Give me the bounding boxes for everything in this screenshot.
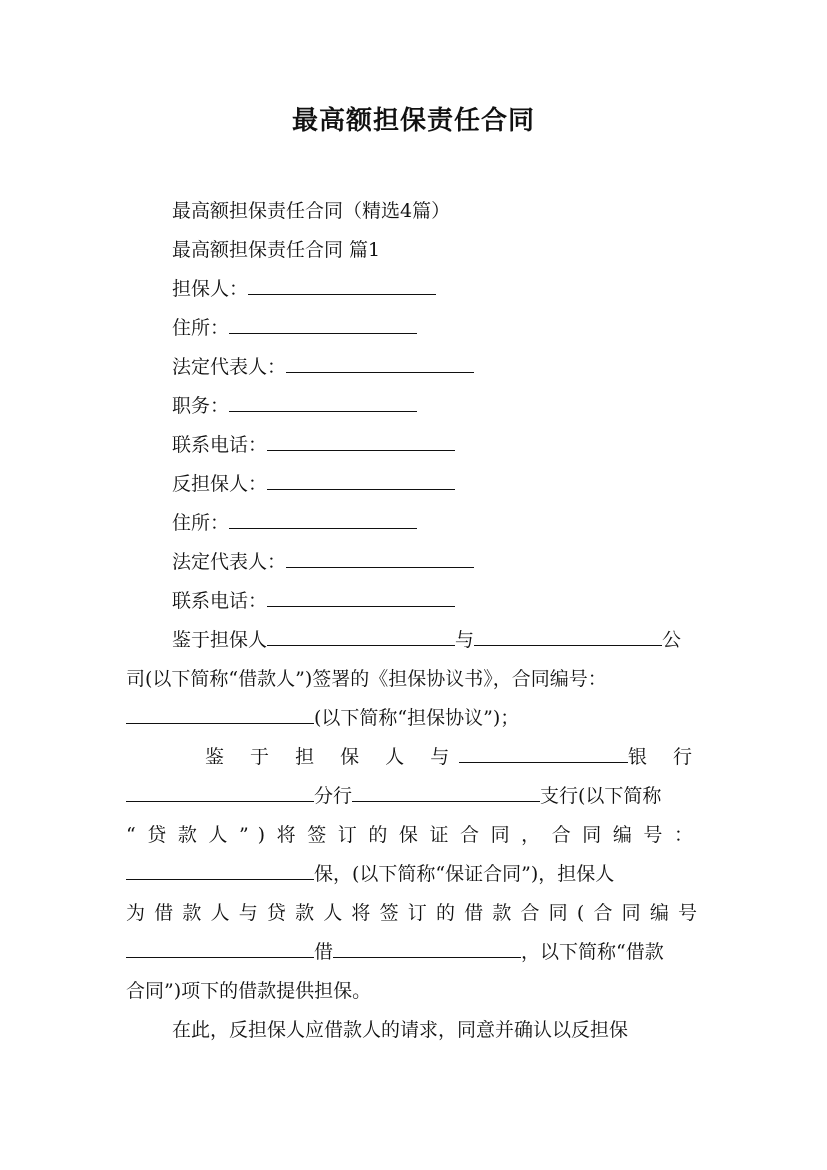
field-label: 职务： <box>172 395 230 417</box>
fill-blank <box>126 783 314 802</box>
text-run: 鉴于担保人 <box>172 629 268 651</box>
fill-blank <box>286 354 474 373</box>
paragraph-1-line-2: 司(以下简称“借款人”)签署的《担保协议书》，合同编号： <box>126 668 607 690</box>
text-run: 公 <box>662 629 682 651</box>
field-label: 法定代表人： <box>172 356 287 378</box>
field-label: 反担保人： <box>172 473 268 495</box>
text-run: 保，(以下简称“保证合同”)，担保人 <box>314 863 615 885</box>
fill-blank <box>229 315 417 334</box>
field-label: 联系电话： <box>172 434 268 456</box>
text-run: 分行 <box>314 785 353 807</box>
guarantor-field <box>172 276 436 302</box>
paragraph-2-line-4 <box>126 861 702 887</box>
section-heading: 最高额担保责任合同 篇1 <box>172 239 381 261</box>
counter-guarantor-field <box>172 471 455 497</box>
paragraph-1-line-1 <box>172 627 681 653</box>
legal-rep-field <box>172 354 474 380</box>
fill-blank <box>286 549 474 568</box>
fill-blank <box>352 783 540 802</box>
fill-blank <box>229 510 417 529</box>
phone-field-2 <box>172 588 455 614</box>
text-run: 与 <box>455 629 475 651</box>
fill-blank <box>126 939 314 958</box>
fill-blank <box>267 471 455 490</box>
paragraph-2-line-2 <box>126 783 702 809</box>
fill-blank <box>267 432 455 451</box>
document-title: 最高额担保责任合同 <box>291 106 535 136</box>
paragraph-2-line-6 <box>126 939 702 965</box>
address-field <box>172 315 417 341</box>
field-label: 担保人： <box>172 278 249 300</box>
text-run: (以下简称“担保协议”)； <box>314 707 520 729</box>
paragraph-2-line-5: 为借款人与贷款人将签订的借款合同(合同编号 <box>126 902 702 924</box>
paragraph-2-line-3: “贷款人”)将签订的保证合同，合同编号： <box>126 824 702 846</box>
paragraph-2-line-1 <box>205 744 702 770</box>
paragraph-3-line-1: 在此，反担保人应借款人的请求，同意并确认以反担保 <box>172 1019 629 1041</box>
fill-blank <box>267 588 455 607</box>
text-run: 鉴 于 担 保 人 与 <box>205 746 460 768</box>
text-run: 支行(以下简称 <box>540 785 662 807</box>
fill-blank <box>229 393 417 412</box>
field-label: 法定代表人： <box>172 551 287 573</box>
fill-blank <box>267 627 455 646</box>
legal-rep-field-2 <box>172 549 474 575</box>
paragraph-1-line-3 <box>126 705 702 731</box>
paragraph-2-line-7: 合同”)项下的借款提供担保。 <box>126 980 372 1002</box>
field-label: 住所： <box>172 317 230 339</box>
field-label: 住所： <box>172 512 230 534</box>
text-run: 借 <box>314 941 334 963</box>
fill-blank <box>459 744 628 763</box>
fill-blank <box>248 276 436 295</box>
fill-blank <box>126 861 314 880</box>
fill-blank <box>126 705 314 724</box>
phone-field <box>172 432 455 458</box>
text-run: 银 行 <box>627 746 702 768</box>
fill-blank <box>474 627 662 646</box>
field-label: 联系电话： <box>172 590 268 612</box>
fill-blank <box>333 939 521 958</box>
subtitle-line: 最高额担保责任合同（精选4篇） <box>172 200 451 222</box>
address-field-2 <box>172 510 417 536</box>
text-run: ，以下简称“借款 <box>521 941 664 963</box>
position-field <box>172 393 417 419</box>
